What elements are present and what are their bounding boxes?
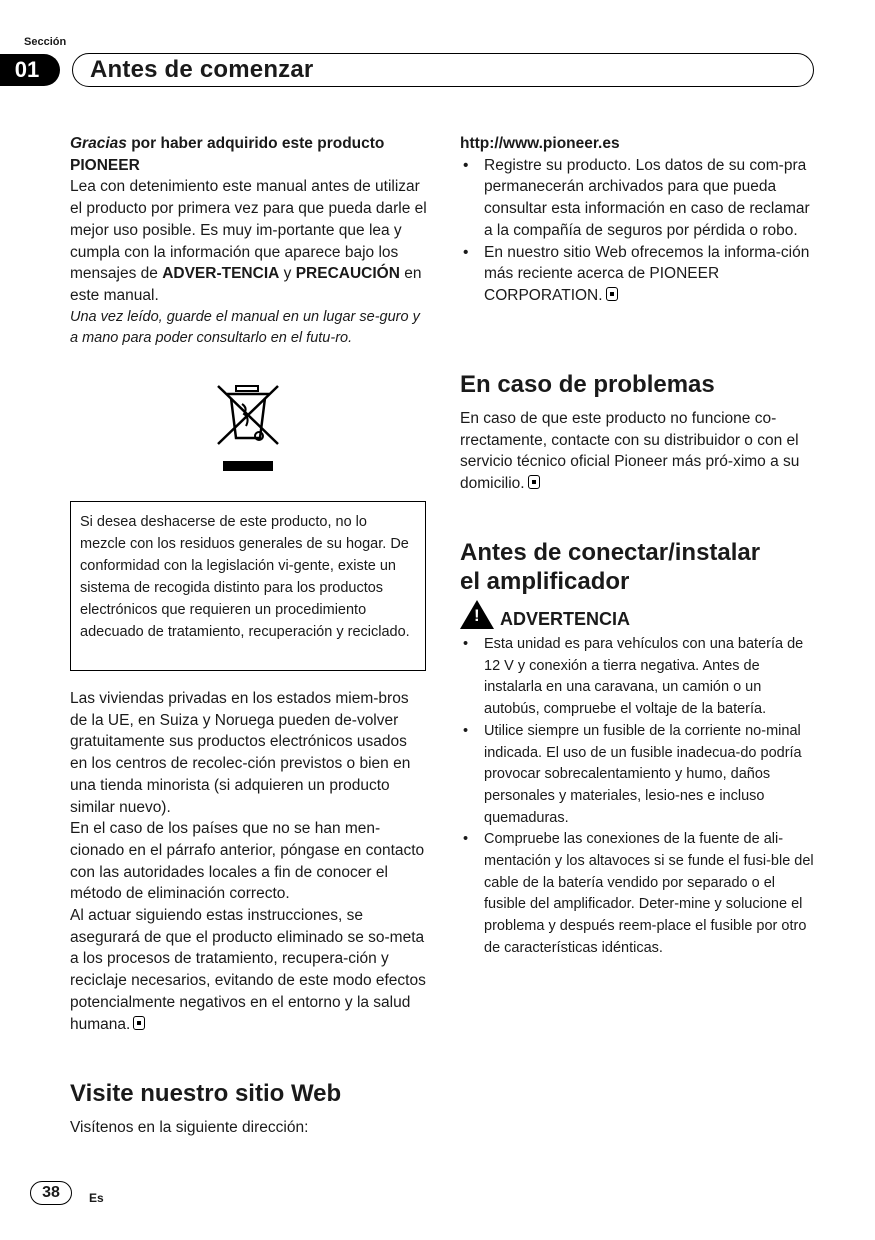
section-title: Antes de comenzar [90,56,314,83]
intro-paragraph [70,176,428,306]
crossed-out-wheelie-bin-icon [214,382,282,479]
body-paragraph-1: Las viviendas privadas en los estados miem-bros de la UE, en Suiza y Noruega pueden de-volver gratuitamente sus productos electrónicos usados en los centros de recolec-ción previstos o bien en una tienda minorista (si adquieren un producto similar nuevo). [70,690,411,816]
intro-italic-note: Una vez leído, guarde el manual en un lugar se-guro y a mano para poder consultarlo en el futu-ro. [70,308,420,347]
amplifier-heading-line-1: Antes de conectar/instalar [460,539,761,566]
body-paragraph-2: En el caso de los países que no se han men-cionado en el párrafo anterior, póngase en contacto con las autoridades locales a fin de conocer el método de eliminación correcto. [70,820,425,903]
web-heading: Visite nuestro sitio Web [70,1080,342,1107]
web-bullet-2 [460,242,818,307]
website-url: http://www.pioneer.es [460,135,620,152]
intro-y: y [279,265,296,283]
end-mark-icon [528,475,540,489]
web-continuation [460,133,818,307]
thanks-italic: Gracias [70,135,127,152]
disposal-body [70,688,428,1035]
thanks-heading [70,133,428,176]
body-text-3: Al actuar siguiendo estas instrucciones, se asegurará de que el producto eliminado se so-meta a los procesos de tratamiento, recupera-ción y reciclaje necesarios, evitando de este modo efectos potencialmente negativos en el entorno y la salud humana. [70,907,426,1033]
problems-text-body: En caso de que este producto no funcione co-rrectamente, contacte con su distribuidor o con el servicio técnico oficial Pioneer más pró-ximo a su domicilio. [460,410,800,493]
warning-bullet-list [460,634,818,960]
body-paragraph-3 [70,905,428,1035]
amplifier-heading [460,538,820,596]
problems-heading: En caso de problemas [460,371,715,398]
warning-label: ADVERTENCIA [500,609,631,629]
thanks-rest: por haber adquirido este producto [126,135,385,152]
web-bullet-1: • Registre su producto. Los datos de su com-pra permanecerán archivados para que pueda consultar esta información en caso de reclamar a la compañía de seguros por pérdida o robo. [460,155,818,242]
disposal-notice-box: Si desea deshacerse de este producto, no lo mezcle con los residuos generales de su hogar. De conformidad con la legislación vi-gente, existe un sistema de recogida distinto para los productos electrónicos que requieren un procedimiento adecuado de tratamiento, recuperación y reciclado. [70,501,426,671]
warning-bullet-3: • Compruebe las conexiones de la fuente de ali-mentación y los altavoces si se funde el fusi-ble del cable de la batería vendido por separado o el fusible del amplificador. Deter-mine y solucione el problema y después reem-place el fusible por otro de características idénticas. [460,829,818,959]
end-mark-icon [606,287,618,301]
amplifier-heading-line-2: el amplificador [460,568,630,595]
intro-block [70,133,428,350]
warning-triangle-icon: ! [460,600,494,629]
end-mark-icon [133,1016,145,1030]
intro-advertencia: ADVER-TENCIA [162,265,280,283]
section-number: 01 [0,54,60,86]
page-number: 38 [30,1181,72,1205]
warning-block [460,634,818,960]
web-bullet-2-text: En nuestro sitio Web ofrecemos la informa-ción más reciente acerca de PIONEER CORPORATION. [484,243,810,304]
web-text: Visítenos en la siguiente dirección: [70,1119,309,1136]
warning-bullet-1: • Esta unidad es para vehículos con una batería de 12 V y conexión a tierra negativa. Antes de instalarla en una caravana, un camión o un autobús, compruebe el voltaje de la batería. [460,634,818,721]
intro-text-1: Lea con detenimiento este manual antes de utilizar el producto por primera vez para que pueda darle el mejor uso posible. Es muy im-portante que lea y cumpla con la información que aparece bajo los mensajes de [70,178,427,283]
section-label: Sección [24,36,67,48]
language-code: Es [89,1191,104,1205]
intro-text-2: en este manual. [70,265,422,304]
warning-bullet-2: • Utilice siempre un fusible de la corriente no-minal indicada. El uso de un fusible inadecua-do podría provocar sobrecalentamiento y humo, daños personales y materiales, lesio-nes e incluso quemaduras. [460,721,818,830]
intro-precaucion: PRECAUCIÓN [295,265,400,283]
web-bullet-list [460,155,818,307]
warning-title [460,600,630,630]
thanks-brand: PIONEER [70,156,140,174]
problems-text [460,408,818,495]
